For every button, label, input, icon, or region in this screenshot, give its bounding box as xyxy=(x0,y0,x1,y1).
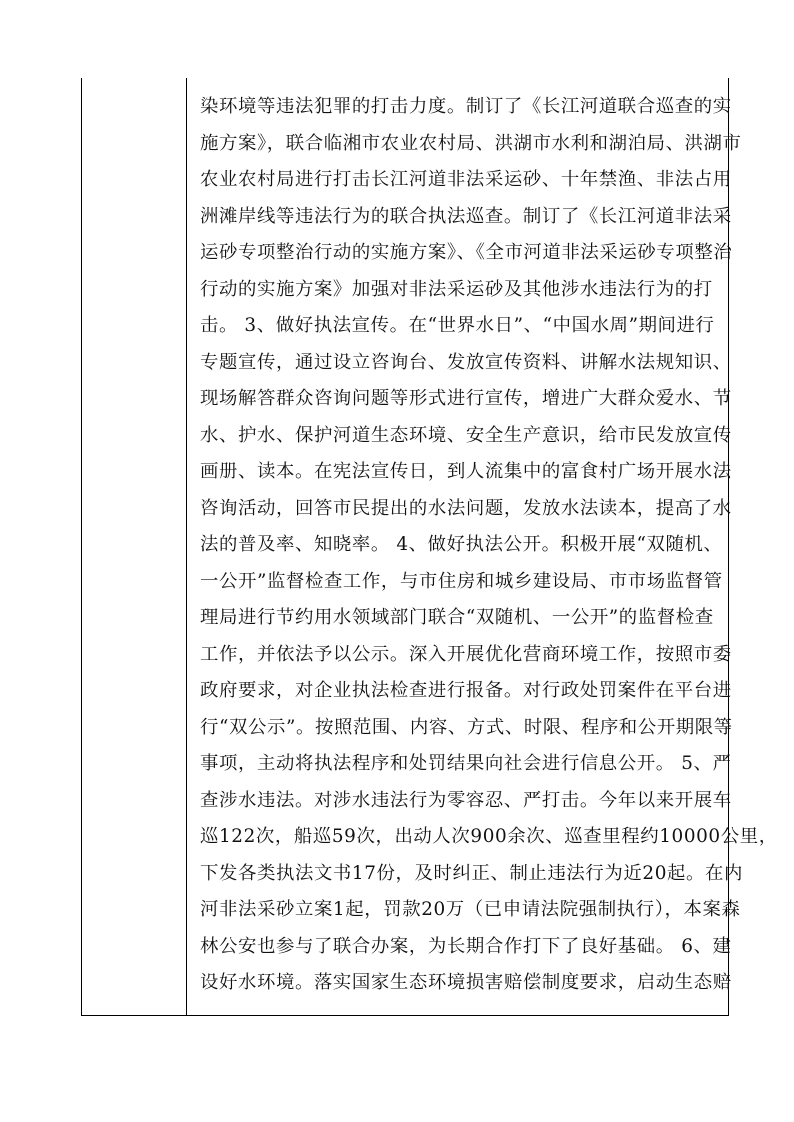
text-line: 法的普及率、知晓率。 4、做好执法公开。积极开展“双随机、 xyxy=(200,534,723,555)
text-line: 施方案》，联合临湘市农业农村局、洪湖市水利和湖泊局、洪湖市 xyxy=(200,132,742,154)
text-line: 一公开”监督检查工作，与市住房和城乡建设局、市市场监督管 xyxy=(200,570,723,592)
text-line: 巡122次，船巡59次，出动人次900余次、巡查里程约10000公里， xyxy=(200,826,778,847)
text-line: 运砂专项整治行动的实施方案》、《全市河道非法采运砂专项整治 xyxy=(200,242,733,263)
text-line: 现场解答群众咨询问题等形式进行宣传，增进广大群众爱水、节 xyxy=(200,388,732,409)
text-line: 理局进行节约用水领域部门联合“双随机、一公开”的监督检查 xyxy=(200,607,714,628)
table-right-cell xyxy=(187,78,778,1015)
text-line: 林公安也参与了联合办案，为长期合作打下了良好基础。 6、建 xyxy=(200,935,732,957)
text-line: 政府要求，对企业执法检查进行报备。对行政处罚案件在平台进 xyxy=(200,680,732,701)
text-line: 洲滩岸线等违法行为的联合执法巡查。制订了《长江河道非法采 xyxy=(200,205,732,227)
text-line: 农业农村局进行打击长江河道非法采运砂、十年禁渔、非法占用 xyxy=(200,169,732,190)
text-line: 专题宣传，通过设立咨询台、发放宣传资料、讲解水法规知识、 xyxy=(200,351,732,373)
text-line: 水、护水、保护河道生态环境、安全生产意识，给市民发放宣传 xyxy=(200,424,732,446)
text-line: 事项，主动将执法程序和处罚结果向社会进行信息公开。 5、严 xyxy=(200,753,732,774)
text-line: 设好水环境。落实国家生态环境损害赔偿制度要求，启动生态赔 xyxy=(200,972,732,993)
table-left-cell xyxy=(82,78,187,1015)
text-line: 画册、读本。在宪法宣传日，到人流集中的富食村广场开展水法 xyxy=(200,461,732,482)
text-line: 咨询活动，回答市民提出的水法问题，发放水法读本，提高了水 xyxy=(200,497,732,519)
text-line: 行“双公示”。按照范围、内容、方式、时限、程序和公开期限等 xyxy=(200,716,733,738)
text-line: 下发各类执法文书17份，及时纠正、制止违法行为近20起。在内 xyxy=(200,862,743,884)
text-line: 击。 3、做好执法宣传。在“世界水日”、“中国水周”期间进行 xyxy=(200,315,715,336)
text-line: 河非法采砂立案1起，罚款20万（已申请法院强制执行），本案森 xyxy=(200,899,741,920)
text-line: 查涉水违法。对涉水违法行为零容忍、严打击。今年以来开展车 xyxy=(200,789,732,811)
text-line: 染环境等违法犯罪的打击力度。制订了《长江河道联合巡查的实 xyxy=(200,96,732,117)
text-line: 工作，并依法予以公示。深入开展优化营商环境工作，按照市委 xyxy=(200,643,732,665)
document-table xyxy=(81,78,778,1016)
text-line: 行动的实施方案》加强对非法采运砂及其他涉水违法行为的打 xyxy=(200,278,713,300)
body-paragraph xyxy=(200,89,778,1002)
